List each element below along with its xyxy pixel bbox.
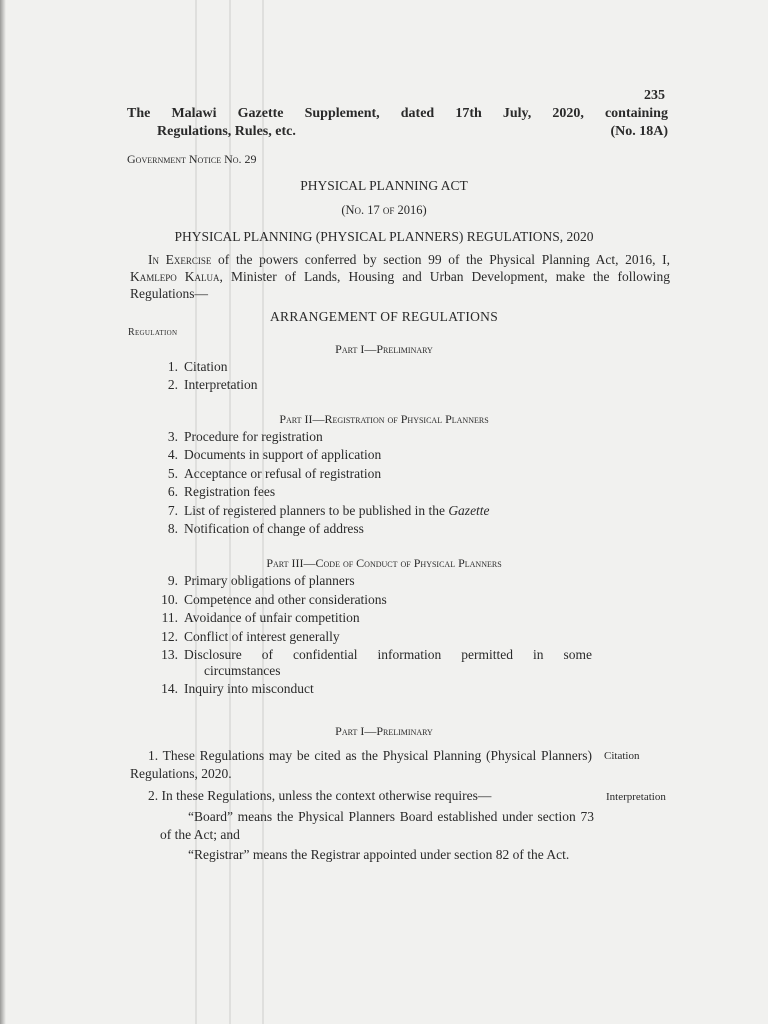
toc-number: 7. xyxy=(167,503,178,518)
header-line-1 xyxy=(127,106,668,122)
toc-part-heading: Part III—Code of Conduct of Physical Planners xyxy=(266,556,502,570)
regulation-2: 2. In these Regulations, unless the context otherwise requires— xyxy=(148,788,492,803)
toc-item xyxy=(148,429,608,445)
toc-part-heading: Part I—Preliminary xyxy=(335,342,433,356)
toc-text: Notification of change of address xyxy=(184,521,364,536)
toc-item xyxy=(148,629,608,645)
definition-registrar: “Registrar” means the Registrar appointed under section 82 of the Act. xyxy=(188,847,570,862)
toc-text: Interpretation xyxy=(184,377,258,392)
toc-item xyxy=(148,484,608,500)
regulations-title: PHYSICAL PLANNING (PHYSICAL PLANNERS) REGULATIONS, 2020 xyxy=(174,229,594,244)
toc-item xyxy=(148,681,608,697)
toc-number: 12. xyxy=(161,629,178,644)
toc-item xyxy=(148,647,608,663)
preamble xyxy=(130,251,670,302)
toc-text: List of registered planners to be published in the xyxy=(184,503,449,518)
header-word: July, xyxy=(502,106,532,121)
toc-text: Competence and other considerations xyxy=(184,592,387,607)
toc-number: 9. xyxy=(167,573,178,588)
header-word: Gazette xyxy=(237,106,284,121)
regulation-label: Regulation xyxy=(128,327,178,338)
body-part-heading: Part I—Preliminary xyxy=(335,724,433,738)
toc-number: 8. xyxy=(167,521,178,536)
act-title: PHYSICAL PLANNING ACT xyxy=(300,178,468,193)
toc-item xyxy=(148,521,608,537)
toc-number: 1. xyxy=(167,359,178,374)
definition-board: “Board” means the Physical Planners Board established under section 73 of the Act; and xyxy=(160,809,594,842)
toc-text: Procedure for registration xyxy=(184,429,323,444)
preamble-text: , Minister of Lands, Housing and Urban Development, make the following Regulations— xyxy=(130,269,671,301)
preamble-text: of the powers conferred by section 99 of the Physical Planning Act, 2016, I, xyxy=(211,252,670,267)
toc-item xyxy=(148,573,608,589)
toc-number: 3. xyxy=(167,429,178,444)
preamble-lead: In Exercise xyxy=(148,252,212,267)
header-word: The xyxy=(127,106,151,121)
toc-number: 14. xyxy=(161,681,178,696)
toc-text: Conflict of interest generally xyxy=(184,629,340,644)
header-subtitle: Regulations, Rules, etc. xyxy=(157,124,296,139)
toc-text: Registration fees xyxy=(184,484,276,499)
toc-text: Avoidance of unfair competition xyxy=(184,610,360,625)
toc-item-continuation: circumstances xyxy=(204,663,281,678)
toc-text: Acceptance or refusal of registration xyxy=(184,466,382,481)
issue-number: (No. 18A) xyxy=(610,124,668,139)
header-word: Supplement, xyxy=(304,106,380,121)
toc-number: 13. xyxy=(161,647,178,662)
margin-note-citation: Citation xyxy=(604,750,640,762)
header-word: containing xyxy=(604,106,668,121)
header-word: 2020, xyxy=(552,106,584,121)
toc-text: Primary obligations of planners xyxy=(184,573,355,588)
toc-item xyxy=(148,359,608,375)
margin-note-interpretation: Interpretation xyxy=(606,791,666,803)
minister-name: Kamlepo Kalua xyxy=(130,269,220,284)
toc-number: 5. xyxy=(167,466,178,481)
toc-italic: Gazette xyxy=(448,503,490,518)
toc-number: 10. xyxy=(161,592,178,607)
regulation-1: 1. These Regulations may be cited as the Physical Planning (Physical Planners) Regulations, 2020. xyxy=(130,748,592,781)
toc-item xyxy=(148,377,608,393)
header-line-2 xyxy=(127,124,668,140)
toc-number: 11. xyxy=(161,610,178,625)
toc-item xyxy=(148,447,608,463)
header-word: 17th xyxy=(455,106,482,121)
toc-text: Documents in support of application xyxy=(184,447,382,462)
toc-item xyxy=(148,610,608,626)
act-number: (No. 17 of 2016) xyxy=(341,203,427,217)
page-edge-shadow xyxy=(0,0,6,1024)
toc-text: Citation xyxy=(184,359,228,374)
gazette-header xyxy=(127,106,668,140)
toc-text: Inquiry into misconduct xyxy=(184,681,314,696)
toc-number: 2. xyxy=(167,377,178,392)
government-notice: Government Notice No. 29 xyxy=(127,152,257,166)
toc-item xyxy=(148,503,608,519)
toc-text: Disclosure of confidential information permitted in some xyxy=(184,647,592,662)
toc-part-heading: Part II—Registration of Physical Planners xyxy=(279,412,489,426)
toc-item xyxy=(148,466,608,482)
header-word: dated xyxy=(400,106,435,121)
header-word: Malawi xyxy=(171,106,217,121)
page-number: 235 xyxy=(644,88,665,103)
toc-number: 6. xyxy=(167,484,178,499)
toc-number: 4. xyxy=(167,447,178,462)
arrangement-title: ARRANGEMENT OF REGULATIONS xyxy=(269,309,499,324)
toc-item xyxy=(148,592,608,608)
